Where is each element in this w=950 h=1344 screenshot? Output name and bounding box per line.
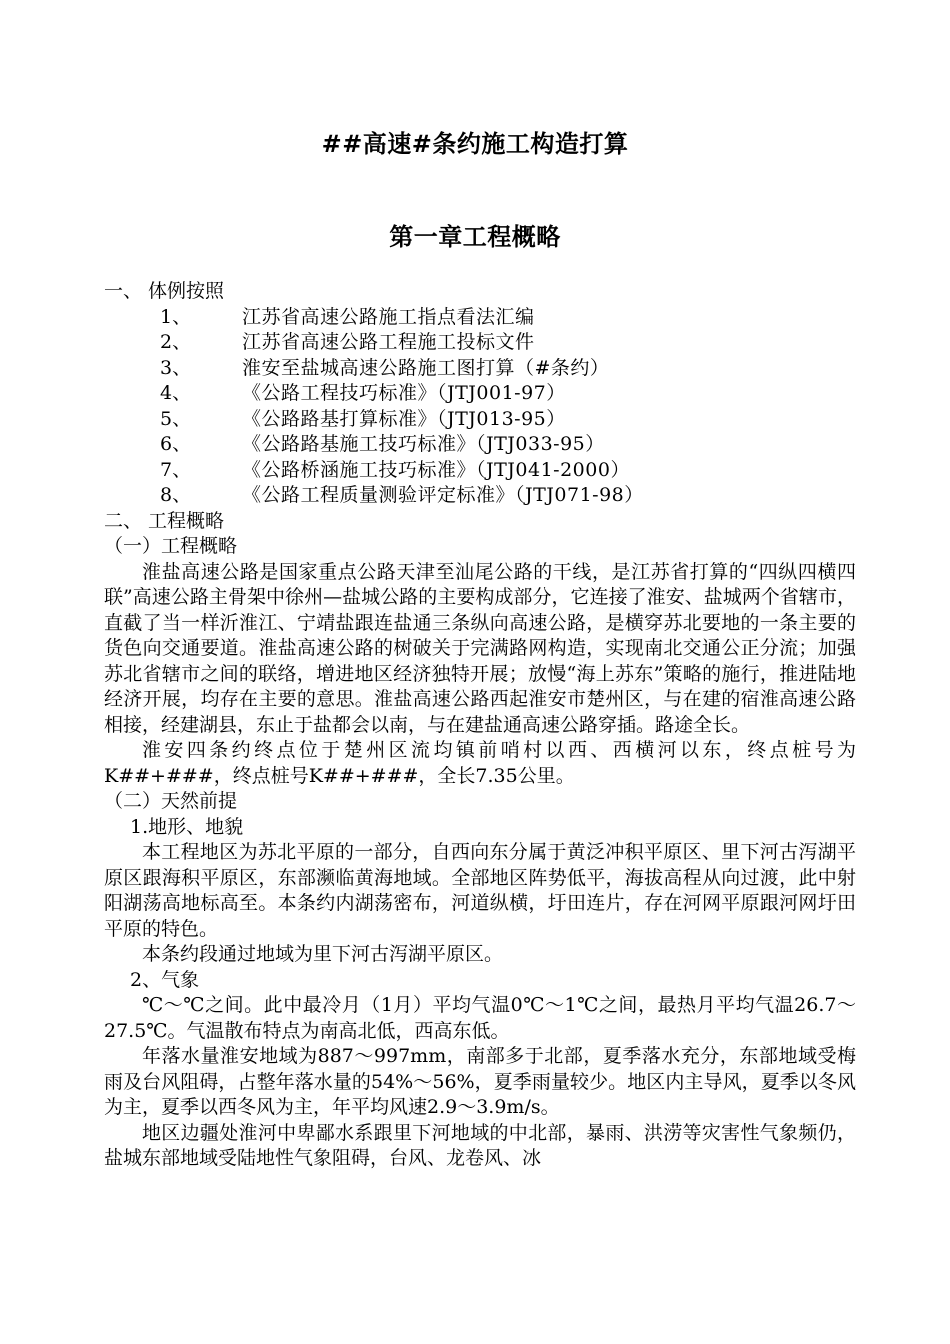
paragraph-terrain: 本工程地区为苏北平原的一部分，自西向东分属于黄泛冲积平原区、里下河古泻湖平原区跟海积平原区，东部濒临黄海地域。全部地区阵势低平，海拔高程从向过渡，此中射阳湖荡高地标高至。本条约内湖荡密布，河道纵横，圩田连片，存在河网平原跟河网圩田平原的特色。 bbox=[104, 841, 856, 940]
reference-number: 8、 bbox=[160, 484, 192, 506]
reference-item bbox=[104, 483, 856, 509]
reference-item bbox=[104, 432, 856, 458]
reference-text: 淮安至盐城高速公路施工图打算（#条约） bbox=[242, 356, 610, 379]
reference-item bbox=[104, 305, 856, 331]
reference-number: 2、 bbox=[160, 331, 192, 353]
chapter-title: 第一章工程概略 bbox=[389, 223, 561, 251]
reference-item bbox=[104, 381, 856, 407]
paragraph-climate-temperature: ℃～℃之间。此中最冷月（1月）平均气温0℃～1℃之间，最热月平均气温26.7～27.5℃。气温散布特点为南高北低，西高东低。 bbox=[104, 994, 856, 1042]
paragraph-overview: 淮盐高速公路是国家重点公路天津至汕尾公路的干线，是江苏省打算的“四纵四横四联”高速公路主骨架中徐州—盐城公路的主要构成部分，它连接了淮安、盐城两个省辖市，直截了当一样沂淮江、宁靖盐跟连盐通三条纵向高速公路，是横穿苏北要地的一条主要的货色向交通要道。淮盐高速公路的树破关于完满路网构造，实现南北交通公正分流；加强苏北省辖市之间的联络，增进地区经济独特开展；放慢“海上苏东”策略的施行，推进陆地经济开展，均存在主要的意思。淮盐高速公路西起淮安市楚州区，与在建的宿淮高速公路相接，经建湖县，东止于盐都会以南，与在建盐通高速公路穿插。路途全长。 bbox=[104, 560, 856, 736]
section-heading-basis: 一、 体例按照 bbox=[104, 280, 225, 302]
reference-text: 《公路桥涵施工技巧标准》（JTJ041-2000） bbox=[242, 458, 630, 481]
reference-text: 江苏省高速公路施工指点看法汇编 bbox=[242, 305, 535, 328]
subsection-heading-overview: （一）工程概略 bbox=[104, 535, 238, 557]
reference-text: 《公路路基打算标准》（JTJ013-95） bbox=[242, 407, 566, 430]
reference-text: 《公路工程技巧标准》（JTJ001-97） bbox=[242, 382, 566, 404]
item-heading-climate: 2、气象 bbox=[130, 968, 200, 991]
document-title: ##高速#条约施工构造打算 bbox=[321, 130, 629, 158]
reference-number: 4、 bbox=[160, 382, 192, 404]
reference-number: 6、 bbox=[160, 433, 192, 455]
reference-number: 7、 bbox=[160, 458, 192, 481]
reference-item bbox=[104, 330, 856, 356]
paragraph-terrain-area: 本条约段通过地域为里下河古泻湖平原区。 bbox=[142, 943, 504, 965]
document-body bbox=[104, 279, 856, 1172]
paragraph-climate-rainfall: 年落水量淮安地域为887～997mm，南部多于北部，夏季落水充分，东部地域受梅雨及台风阻碍，占整年落水量的54%～56%，夏季雨量较少。地区内主导风，夏季以冬风为主，夏季以西冬风为主，年平均风速2.9～3.9m/s。 bbox=[104, 1045, 856, 1118]
subsection-heading-natural-conditions: （二）天然前提 bbox=[104, 790, 238, 812]
reference-item bbox=[104, 356, 856, 382]
reference-number: 5、 bbox=[160, 407, 192, 430]
reference-number: 1、 bbox=[160, 305, 192, 328]
reference-number: 3、 bbox=[160, 356, 192, 379]
paragraph-climate-hazards: 地区边疆处淮河中卑鄙水系跟里下河地域的中北部，暴雨、洪涝等灾害性气象频仍，盐城东部地域受陆地性气象阻碍，台风、龙卷风、冰 bbox=[104, 1121, 856, 1169]
reference-item bbox=[104, 407, 856, 433]
item-heading-terrain: 1.地形、地貌 bbox=[130, 815, 244, 838]
paragraph-contract-scope: 淮安四条约终点位于楚州区流均镇前哨村以西、西横河以东，终点桩号为K##+###，终点桩号K##+###，全长7.35公里。 bbox=[104, 739, 856, 787]
reference-text: 《公路路基施工技巧标准》（JTJ033-95） bbox=[242, 433, 605, 455]
section-heading-overview: 二、 工程概略 bbox=[104, 509, 225, 532]
reference-item bbox=[104, 458, 856, 484]
reference-text: 《公路工程质量测验评定标准》（JTJ071-98） bbox=[242, 484, 644, 506]
reference-text: 江苏省高速公路工程施工投标文件 bbox=[242, 331, 535, 353]
